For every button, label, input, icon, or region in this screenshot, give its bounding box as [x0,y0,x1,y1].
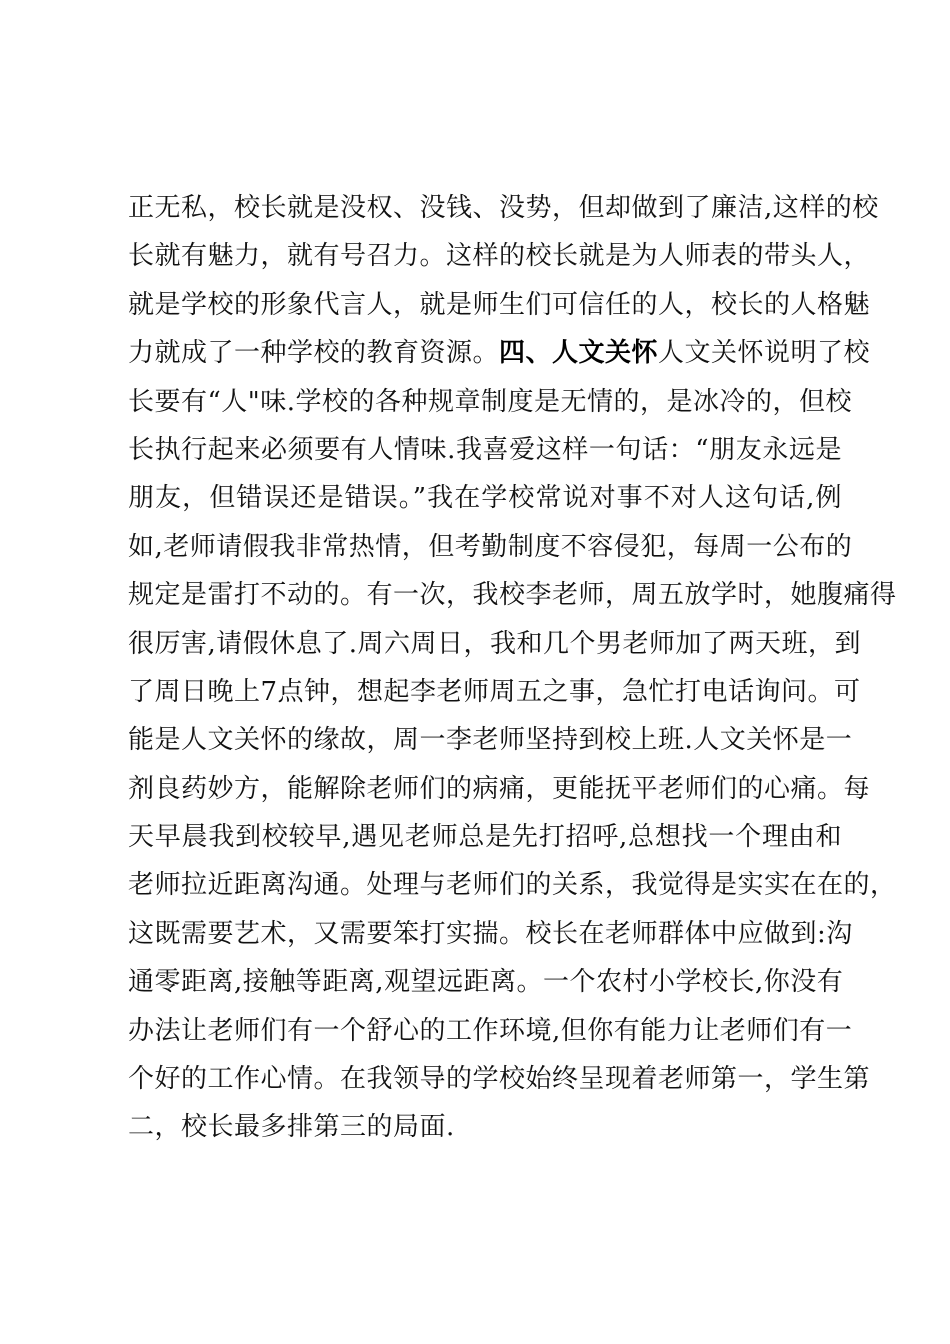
text-line: 办法让老师们有一个舒心的工作环境,但你有能力让老师们有一 [128,1015,853,1046]
text-run: 人文关怀说明了校 [658,338,871,369]
body-text [128,184,897,1152]
text-line: 了周日晚上7点钟，想起李老师周五之事，急忙打电话询问。可 [128,676,861,707]
text-run: 力就成了一种学校的教育资源。 [128,338,500,369]
text-line: 能是人文关怀的缘故，周一李老师坚持到校上班.人文关怀是一 [128,725,853,756]
text-line: 长要有“人"味.学校的各种规章制度是无情的，是冰冷的，但校 [128,386,853,417]
text-line: 如,老师请假我非常热情，但考勤制度不容侵犯，每周一公布的 [128,531,853,562]
text-line: 老师拉近距离沟通。处理与老师们的关系，我觉得是实实在在的， [128,870,897,901]
text-line-with-heading [128,329,871,377]
text-line: 正无私，校长就是没权、没钱、没势，但却做到了廉洁,这样的校 [128,193,879,223]
text-line: 很厉害,请假休息了.周六周日，我和几个男老师加了两天班，到 [128,628,862,659]
text-line: 就是学校的形象代言人，就是师生们可信任的人，校长的人格魅 [128,289,871,320]
text-line: 规定是雷打不动的。有一次，我校李老师，周五放学时，她腹痛得 [128,580,897,611]
text-line: 朋友，但错误还是错误。”我在学校常说对事不对人这句话,例 [128,483,842,514]
text-line: 个好的工作心情。在我领导的学校始终呈现着老师第一，学生第 [128,1064,871,1095]
text-line: 天早晨我到校较早,遇见老师总是先打招呼,总想找一个理由和 [128,822,842,853]
text-line: 长就有魅力，就有号召力。这样的校长就是为人师表的带头人， [128,241,871,272]
text-line: 通零距离,接触等距离,观望远距离。一个农村小学校长,你没有 [128,967,844,998]
text-line: 剂良药妙方，能解除老师们的病痛，更能抚平老师们的心痛。每 [128,773,871,804]
section-heading: 四、人文关怀 [499,338,659,369]
text-line: 二，校长最多排第三的局面. [128,1112,455,1143]
text-line: 这既需要艺术，又需要笨打实揣。校长在老师群体中应做到:沟 [128,918,853,949]
text-line: 长执行起来必须要有人情味.我喜爱这样一句话：“朋友永远是 [128,434,842,465]
